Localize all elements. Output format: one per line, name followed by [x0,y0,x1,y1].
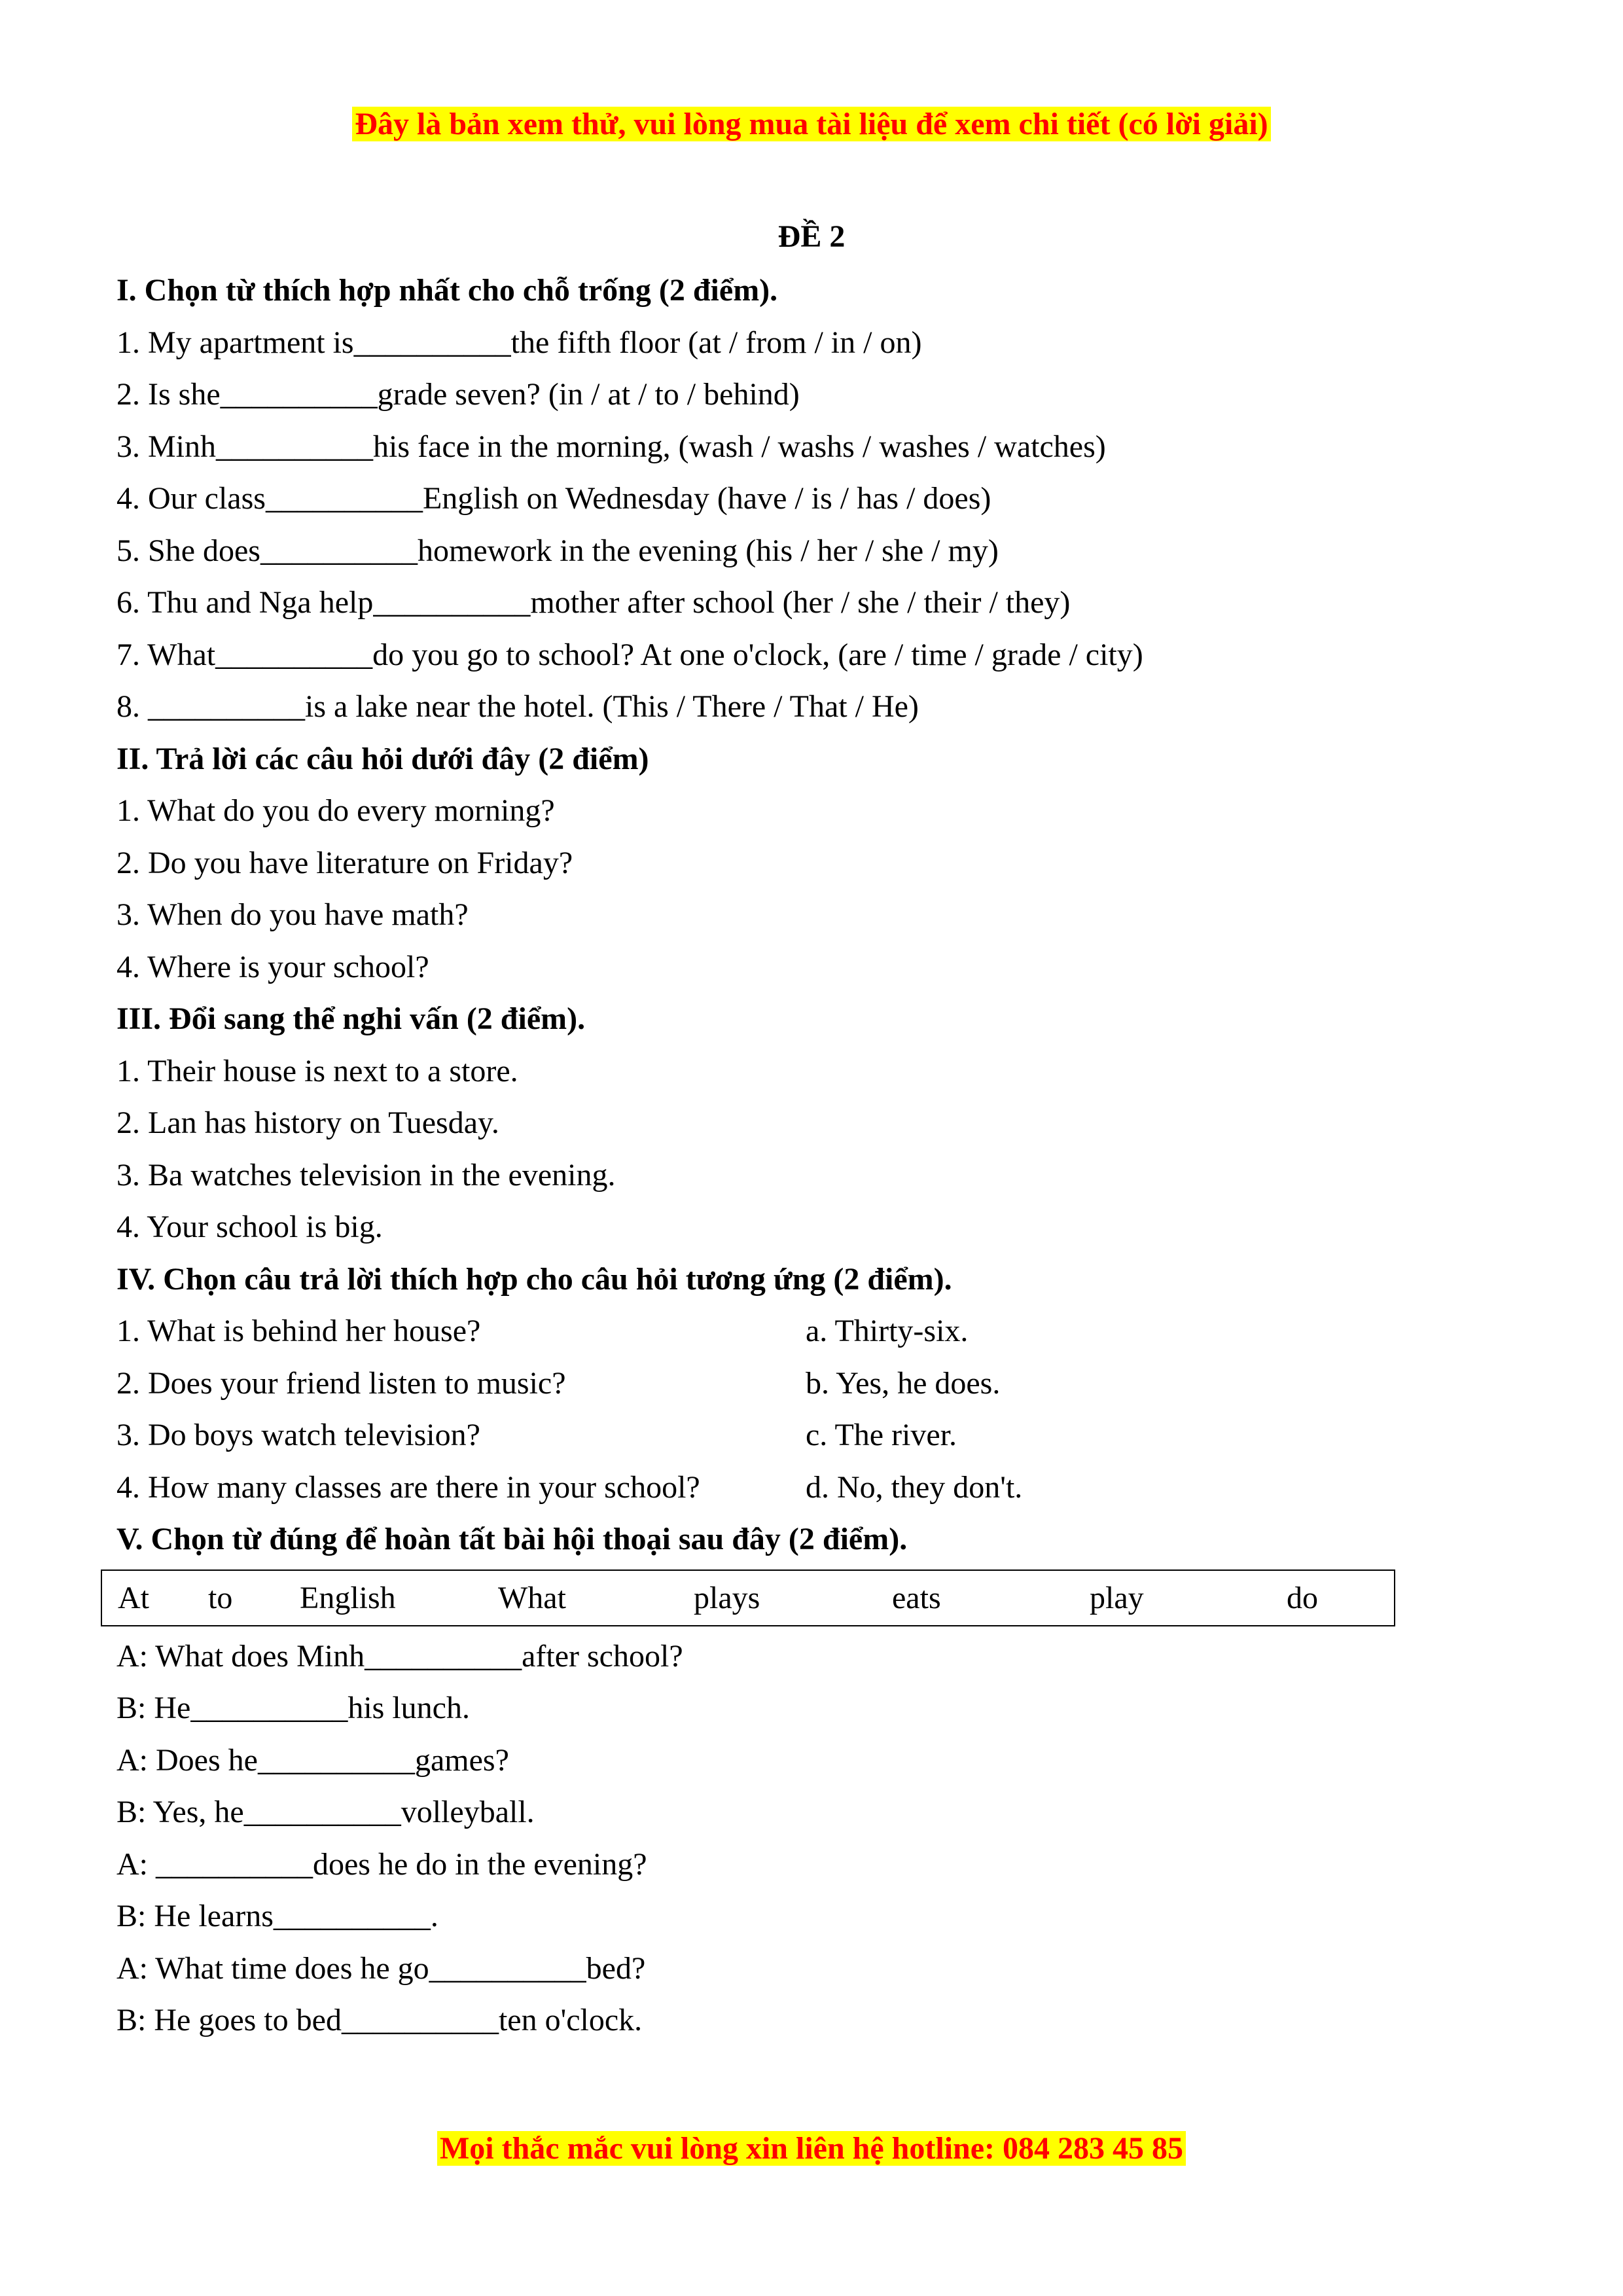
word-bank-item: What [498,1580,566,1615]
dialogue-line: B: He goes to bed__________ten o'clock. [116,2003,643,2037]
section-5-heading: V. Chọn từ đúng để hoàn tất bài hội thoại sau đây (2 điểm). [116,1522,908,1556]
exam-content [116,264,1510,2047]
section-2-item: 4. Where is your school? [116,949,429,984]
matching-row [116,1305,1510,1357]
section-1-item: 4. Our class__________English on Wednesday (have / is / has / does) [116,481,991,516]
matching-row [116,1357,1510,1410]
section-1-heading: I. Chọn từ thích hợp nhất cho chỗ trống (2 điểm). [116,273,778,308]
dialogue-line: B: He__________his lunch. [116,1691,470,1725]
section-1-item: 6. Thu and Nga help__________mother after school (her / she / their / they) [116,585,1071,620]
matching-question: 4. How many classes are there in your school? [116,1469,700,1505]
word-bank-item: play [1090,1580,1144,1615]
section-1-item: 8. __________is a lake near the hotel. (This / There / That / He) [116,689,919,724]
dialogue-line: A: Does he__________games? [116,1742,509,1778]
section-2-item: 1. What do you do every morning? [116,793,555,828]
section-1-item: 3. Minh__________his face in the morning, (wash / washs / washes / watches) [116,429,1106,464]
matching-answer: a. Thirty-six. [806,1314,969,1348]
hotline-notice-text: Mọi thắc mắc vui lòng xin liên hệ hotline: 084 283 45 85 [437,2131,1186,2166]
preview-notice [0,105,1623,144]
section-2-heading: II. Trả lời các câu hỏi dưới đây (2 điểm) [116,741,649,776]
matching-question: 2. Does your friend listen to music? [116,1365,566,1401]
exam-title: ĐỀ 2 [777,219,846,254]
section-3-item: 1. Their house is next to a store. [116,1053,518,1088]
matching-answer: c. The river. [806,1418,957,1452]
matching-answer: d. No, they don't. [806,1469,1023,1505]
matching-question: 3. Do boys watch television? [116,1418,480,1452]
dialogue-line: A: What does Minh__________after school? [116,1638,683,1674]
matching-question: 1. What is behind her house? [116,1314,481,1348]
word-bank-item: to [208,1580,233,1615]
dialogue-line: B: Yes, he__________volleyball. [116,1795,535,1829]
section-3-heading: III. Đổi sang thể nghi vấn (2 điểm). [116,1001,586,1036]
dialogue-line: A: What time does he go__________bed? [116,1950,646,1986]
word-bank-item: plays [694,1580,760,1615]
section-1-item: 2. Is she__________grade seven? (in / at / to / behind) [116,377,800,412]
section-2-item: 2. Do you have literature on Friday? [116,845,573,880]
section-1-item: 1. My apartment is__________the fifth floor (at / from / in / on) [116,325,922,360]
word-bank-item: At [118,1580,149,1615]
hotline-notice [0,2129,1623,2168]
dialogue-line: A: __________does he do in the evening? [116,1846,647,1882]
section-3-item: 3. Ba watches television in the evening. [116,1157,616,1193]
section-3-item: 4. Your school is big. [116,1210,383,1244]
dialogue-line: B: He learns__________. [116,1899,438,1933]
word-bank-item: do [1287,1580,1318,1615]
matching-row [116,1462,1510,1514]
matching-row [116,1409,1510,1462]
section-4-heading: IV. Chọn câu trả lời thích hợp cho câu hỏi tương ứng (2 điểm). [116,1261,952,1297]
section-2-item: 3. When do you have math? [116,897,469,932]
section-3-item: 2. Lan has history on Tuesday. [116,1105,499,1140]
preview-notice-text: Đây là bản xem thử, vui lòng mua tài liệu để xem chi tiết (có lời giải) [352,107,1270,141]
matching-answer: b. Yes, he does. [806,1365,1001,1401]
word-bank [101,1570,1395,1626]
section-1-item: 5. She does__________homework in the evening (his / her / she / my) [116,533,999,568]
section-1-item: 7. What__________do you go to school? At one o'clock, (are / time / grade / city) [116,637,1143,672]
word-bank-item: eats [892,1580,941,1615]
word-bank-item: English [300,1580,396,1615]
